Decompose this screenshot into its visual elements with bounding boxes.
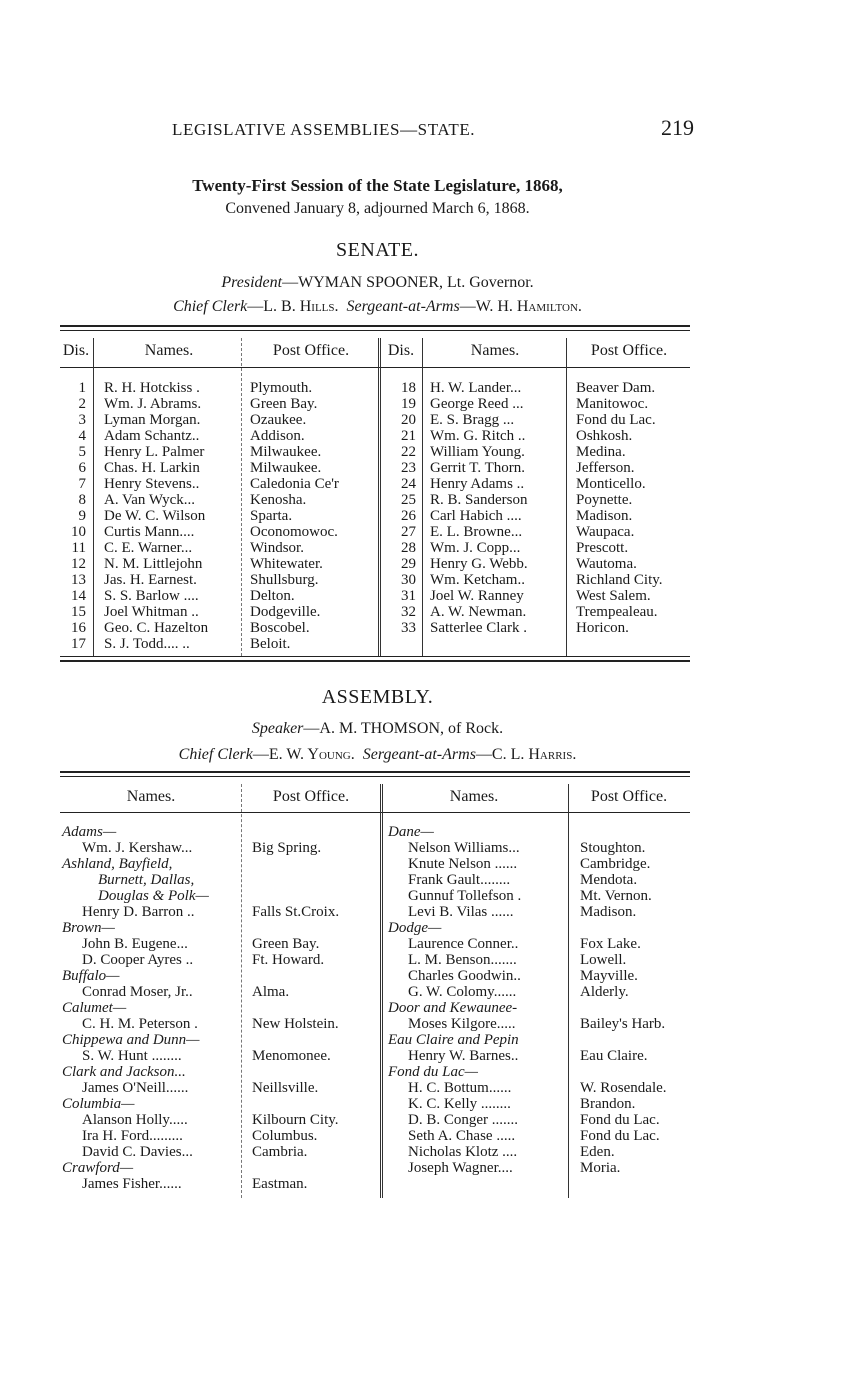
page-number: 219 bbox=[661, 115, 694, 140]
senator-name: Henry Adams .. bbox=[430, 476, 525, 492]
district-number: 30 bbox=[401, 572, 416, 588]
senator-name: Joel W. Ranney bbox=[430, 588, 524, 604]
assembly-top-rule bbox=[60, 771, 690, 773]
district-number: 17 bbox=[71, 636, 86, 652]
member-name: Seth A. Chase ..... bbox=[408, 1128, 516, 1144]
col-names-left: Names. bbox=[126, 788, 176, 805]
post-office: Stoughton. bbox=[580, 840, 646, 856]
senator-name: E. L. Browne... bbox=[430, 524, 523, 540]
post-office: Big Spring. bbox=[252, 840, 322, 856]
senate-president-line bbox=[60, 274, 695, 292]
member-name: Frank Gault........ bbox=[408, 872, 511, 888]
post-office: Shullsburg. bbox=[250, 572, 319, 588]
post-office: Windsor. bbox=[250, 540, 304, 556]
post-office: Trempealeau. bbox=[576, 604, 658, 620]
district-number: 27 bbox=[401, 524, 416, 540]
post-office: Whitewater. bbox=[250, 556, 323, 572]
member-name: Joseph Wagner.... bbox=[408, 1160, 513, 1176]
county-label: Calumet— bbox=[62, 1000, 127, 1016]
senator-name: Jas. H. Earnest. bbox=[104, 572, 197, 588]
post-office: Plymouth. bbox=[250, 380, 313, 396]
col-post-right: Post Office. bbox=[590, 788, 668, 805]
assembly-sergeant-label: Sergeant-at-Arms bbox=[362, 746, 476, 763]
county-label: Brown— bbox=[62, 920, 115, 936]
session-subtitle: Convened January 8, adjourned March 6, 1868. bbox=[225, 200, 530, 217]
post-office: Alma. bbox=[252, 984, 290, 1000]
senator-name: De W. C. Wilson bbox=[104, 508, 206, 524]
running-title: LEGISLATIVE ASSEMBLIES—STATE. bbox=[172, 120, 476, 139]
post-office: Eau Claire. bbox=[580, 1048, 648, 1064]
post-office: Fond du Lac. bbox=[576, 412, 656, 428]
member-name: Nelson Williams... bbox=[408, 840, 520, 856]
post-office: Eden. bbox=[580, 1144, 615, 1160]
post-office: Brandon. bbox=[580, 1096, 636, 1112]
post-office: Richland City. bbox=[576, 572, 663, 588]
district-number: 10 bbox=[71, 524, 86, 540]
post-office: Kilbourn City. bbox=[252, 1112, 339, 1128]
speaker-label: Speaker bbox=[251, 720, 304, 737]
county-label: Buffalo— bbox=[62, 968, 120, 984]
post-office: Eastman. bbox=[252, 1176, 308, 1192]
senator-name: A. Van Wyck... bbox=[104, 492, 196, 508]
senator-name: Satterlee Clark . bbox=[430, 620, 528, 636]
senate-divider bbox=[378, 338, 381, 656]
col-names-right: Names. bbox=[470, 342, 520, 359]
post-office: West Salem. bbox=[576, 588, 651, 604]
col-post-left: Post Office. bbox=[272, 342, 350, 359]
district-number: 15 bbox=[71, 604, 86, 620]
senator-name: A. W. Newman. bbox=[430, 604, 527, 620]
member-name: Levi B. Vilas ...... bbox=[408, 904, 514, 920]
post-office: Green Bay. bbox=[250, 396, 318, 412]
member-name: L. M. Benson....... bbox=[408, 952, 517, 968]
member-name: Charles Goodwin.. bbox=[408, 968, 521, 984]
senator-name: Wm. Ketcham.. bbox=[430, 572, 525, 588]
county-label: Eau Claire and Pepin bbox=[388, 1032, 519, 1048]
district-number: 21 bbox=[401, 428, 416, 444]
post-office: Menomonee. bbox=[252, 1048, 331, 1064]
post-office: Madison. bbox=[576, 508, 633, 524]
member-name: Henry D. Barron .. bbox=[82, 904, 195, 920]
senator-name: Henry Stevens.. bbox=[104, 476, 200, 492]
county-label: Chippewa and Dunn— bbox=[62, 1032, 200, 1048]
post-office: Moria. bbox=[580, 1160, 621, 1176]
senator-name: S. S. Barlow .... bbox=[104, 588, 199, 604]
county-label: Ashland, Bayfield, bbox=[62, 856, 173, 872]
district-number: 3 bbox=[78, 412, 86, 428]
district-number: 11 bbox=[71, 540, 86, 556]
senator-name: E. S. Bragg ... bbox=[430, 412, 515, 428]
post-office: Ft. Howard. bbox=[252, 952, 325, 968]
post-office: Monticello. bbox=[576, 476, 646, 492]
post-office: Ozaukee. bbox=[250, 412, 307, 428]
senator-name: Carl Habich .... bbox=[430, 508, 522, 524]
senator-name: Wm. G. Ritch .. bbox=[430, 428, 526, 444]
district-number: 5 bbox=[78, 444, 86, 460]
assembly-sergeant-value: —C. L. Harris. bbox=[475, 746, 577, 763]
post-office: Mayville. bbox=[580, 968, 638, 984]
post-office: Waupaca. bbox=[576, 524, 635, 540]
member-name: James Fisher...... bbox=[82, 1176, 182, 1192]
district-number: 4 bbox=[78, 428, 86, 444]
district-number: 25 bbox=[401, 492, 416, 508]
col-names-left: Names. bbox=[144, 342, 194, 359]
district-number: 20 bbox=[401, 412, 416, 428]
post-office: W. Rosendale. bbox=[580, 1080, 667, 1096]
senator-name: S. J. Todd.... .. bbox=[104, 636, 190, 652]
member-name: Gunnuf Tollefson . bbox=[408, 888, 522, 904]
district-number: 33 bbox=[401, 620, 416, 636]
post-office: Madison. bbox=[580, 904, 637, 920]
post-office: Addison. bbox=[250, 428, 305, 444]
member-name: D. Cooper Ayres .. bbox=[82, 952, 194, 968]
post-office: Milwaukee. bbox=[250, 460, 322, 476]
col-post-right: Post Office. bbox=[590, 342, 668, 359]
post-office: Milwaukee. bbox=[250, 444, 322, 460]
post-office: Sparta. bbox=[250, 508, 293, 524]
district-number: 28 bbox=[401, 540, 416, 556]
senator-name: Chas. H. Larkin bbox=[104, 460, 200, 476]
county-label: Dodge— bbox=[388, 920, 442, 936]
senator-name: Henry L. Palmer bbox=[104, 444, 205, 460]
member-name: David C. Davies... bbox=[82, 1144, 193, 1160]
senator-name: N. M. Littlejohn bbox=[104, 556, 203, 572]
member-name: Conrad Moser, Jr.. bbox=[82, 984, 193, 1000]
post-office: Lowell. bbox=[580, 952, 627, 968]
post-office: Kenosha. bbox=[250, 492, 307, 508]
post-office: Oshkosh. bbox=[576, 428, 633, 444]
district-number: 22 bbox=[401, 444, 416, 460]
district-number: 32 bbox=[401, 604, 416, 620]
senate-divider bbox=[93, 338, 94, 656]
post-office: Bailey's Harb. bbox=[580, 1016, 666, 1032]
member-name: James O'Neill...... bbox=[82, 1080, 189, 1096]
assembly-speaker-line bbox=[60, 720, 695, 738]
post-office: Alderly. bbox=[580, 984, 629, 1000]
president-label: President bbox=[221, 274, 283, 291]
senator-name: Joel Whitman .. bbox=[104, 604, 199, 620]
district-number: 2 bbox=[78, 396, 86, 412]
post-office: Jefferson. bbox=[576, 460, 635, 476]
member-name: Nicholas Klotz .... bbox=[408, 1144, 518, 1160]
post-office: Fond du Lac. bbox=[580, 1112, 660, 1128]
senator-name: H. W. Lander... bbox=[430, 380, 522, 396]
senator-name: Gerrit T. Thorn. bbox=[430, 460, 525, 476]
member-name: K. C. Kelly ........ bbox=[408, 1096, 511, 1112]
member-name: John B. Eugene... bbox=[82, 936, 188, 952]
senator-name: Geo. C. Hazelton bbox=[104, 620, 209, 636]
district-number: 16 bbox=[71, 620, 86, 636]
post-office: Cambria. bbox=[252, 1144, 308, 1160]
county-label: Door and Kewaunee- bbox=[388, 1000, 518, 1016]
senate-table bbox=[60, 330, 690, 658]
district-number: 31 bbox=[401, 588, 416, 604]
senate-chief-clerk-label: Chief Clerk bbox=[173, 298, 248, 315]
county-label: Douglas & Polk— bbox=[98, 888, 209, 904]
county-label: Burnett, Dallas, bbox=[98, 872, 195, 888]
senate-sergeant-value: —W. H. Hamilton. bbox=[459, 298, 582, 315]
senator-name: R. B. Sanderson bbox=[430, 492, 528, 508]
col-dis-left: Dis. bbox=[62, 342, 90, 359]
post-office: Falls St.Croix. bbox=[252, 904, 340, 920]
senate-chief-clerk-value: —L. B. Hills. bbox=[247, 298, 339, 315]
speaker-value: —A. M. THOMSON, of Rock. bbox=[303, 720, 504, 737]
district-number: 6 bbox=[78, 460, 86, 476]
senate-top-rule bbox=[60, 325, 690, 327]
senate-bottom-rule-thick bbox=[60, 660, 690, 662]
district-number: 23 bbox=[401, 460, 416, 476]
county-label: Clark and Jackson... bbox=[62, 1064, 186, 1080]
senate-sergeant-label: Sergeant-at-Arms bbox=[346, 298, 460, 315]
senator-name: Henry G. Webb. bbox=[430, 556, 528, 572]
post-office: Fond du Lac. bbox=[580, 1128, 660, 1144]
post-office: Prescott. bbox=[576, 540, 629, 556]
session-title: Twenty-First Session of the State Legislature, 1868, bbox=[192, 176, 563, 195]
post-office: Mendota. bbox=[580, 872, 638, 888]
senator-name: R. H. Hotckiss . bbox=[104, 380, 200, 396]
district-number: 24 bbox=[401, 476, 416, 492]
county-label: Fond du Lac— bbox=[388, 1064, 478, 1080]
post-office: Green Bay. bbox=[252, 936, 320, 952]
col-post-left: Post Office. bbox=[272, 788, 350, 805]
post-office: Neillsville. bbox=[252, 1080, 319, 1096]
senator-name: Wm. J. Copp... bbox=[430, 540, 521, 556]
senator-name: William Young. bbox=[430, 444, 525, 460]
post-office: Cambridge. bbox=[580, 856, 651, 872]
member-name: Knute Nelson ...... bbox=[408, 856, 518, 872]
assembly-divider bbox=[380, 784, 383, 1198]
post-office: Dodgeville. bbox=[250, 604, 321, 620]
district-number: 19 bbox=[401, 396, 416, 412]
post-office: Delton. bbox=[250, 588, 295, 604]
assembly-chief-clerk-value: —E. W. Young. bbox=[252, 746, 355, 763]
member-name: Laurence Conner.. bbox=[408, 936, 519, 952]
assembly-chief-clerk-label: Chief Clerk bbox=[178, 746, 253, 763]
post-office: Horicon. bbox=[576, 620, 629, 636]
post-office: Manitowoc. bbox=[576, 396, 649, 412]
district-number: 1 bbox=[78, 380, 86, 396]
county-label: Crawford— bbox=[62, 1160, 134, 1176]
district-number: 8 bbox=[78, 492, 86, 508]
district-number: 7 bbox=[78, 476, 86, 492]
district-number: 13 bbox=[71, 572, 86, 588]
senator-name: Adam Schantz.. bbox=[104, 428, 200, 444]
post-office: Caledonia Ce'r bbox=[250, 476, 339, 492]
post-office: New Holstein. bbox=[252, 1016, 339, 1032]
county-label: Adams— bbox=[62, 824, 117, 840]
senate-officers-line bbox=[60, 298, 695, 316]
senator-name: George Reed ... bbox=[430, 396, 524, 412]
post-office: Boscobel. bbox=[250, 620, 310, 636]
post-office: Fox Lake. bbox=[580, 936, 641, 952]
member-name: G. W. Colomy...... bbox=[408, 984, 517, 1000]
post-office: Beaver Dam. bbox=[576, 380, 656, 396]
senate-heading: SENATE. bbox=[336, 239, 419, 261]
member-name: Wm. J. Kershaw... bbox=[82, 840, 193, 856]
county-label: Dane— bbox=[388, 824, 434, 840]
assembly-officers-line bbox=[60, 746, 695, 764]
post-office: Poynette. bbox=[576, 492, 633, 508]
member-name: S. W. Hunt ........ bbox=[82, 1048, 182, 1064]
member-name: Alanson Holly..... bbox=[82, 1112, 188, 1128]
senator-name: C. E. Warner... bbox=[104, 540, 193, 556]
senator-name: Wm. J. Abrams. bbox=[104, 396, 202, 412]
member-name: H. C. Bottum...... bbox=[408, 1080, 512, 1096]
post-office: Mt. Vernon. bbox=[580, 888, 652, 904]
post-office: Medina. bbox=[576, 444, 626, 460]
member-name: Moses Kilgore..... bbox=[408, 1016, 516, 1032]
district-number: 9 bbox=[78, 508, 86, 524]
district-number: 14 bbox=[71, 588, 86, 604]
senator-name: Lyman Morgan. bbox=[104, 412, 201, 428]
district-number: 12 bbox=[71, 556, 86, 572]
district-number: 29 bbox=[401, 556, 416, 572]
post-office: Beloit. bbox=[250, 636, 291, 652]
county-label: Columbia— bbox=[62, 1096, 135, 1112]
post-office: Wautoma. bbox=[576, 556, 637, 572]
member-name: C. H. M. Peterson . bbox=[82, 1016, 198, 1032]
member-name: Henry W. Barnes.. bbox=[408, 1048, 519, 1064]
district-number: 18 bbox=[401, 380, 416, 396]
col-names-right: Names. bbox=[449, 788, 499, 805]
senate-divider bbox=[422, 338, 423, 656]
post-office: Oconomowoc. bbox=[250, 524, 338, 540]
member-name: Ira H. Ford......... bbox=[82, 1128, 183, 1144]
president-value: —WYMAN SPOONER, Lt. Governor. bbox=[282, 274, 534, 291]
district-number: 26 bbox=[401, 508, 416, 524]
assembly-heading: ASSEMBLY. bbox=[321, 686, 434, 708]
senator-name: Curtis Mann.... bbox=[104, 524, 195, 540]
member-name: D. B. Conger ....... bbox=[408, 1112, 518, 1128]
assembly-table bbox=[60, 776, 690, 1206]
post-office: Columbus. bbox=[252, 1128, 318, 1144]
assembly-divider bbox=[568, 784, 569, 1198]
col-dis-right: Dis. bbox=[387, 342, 415, 359]
